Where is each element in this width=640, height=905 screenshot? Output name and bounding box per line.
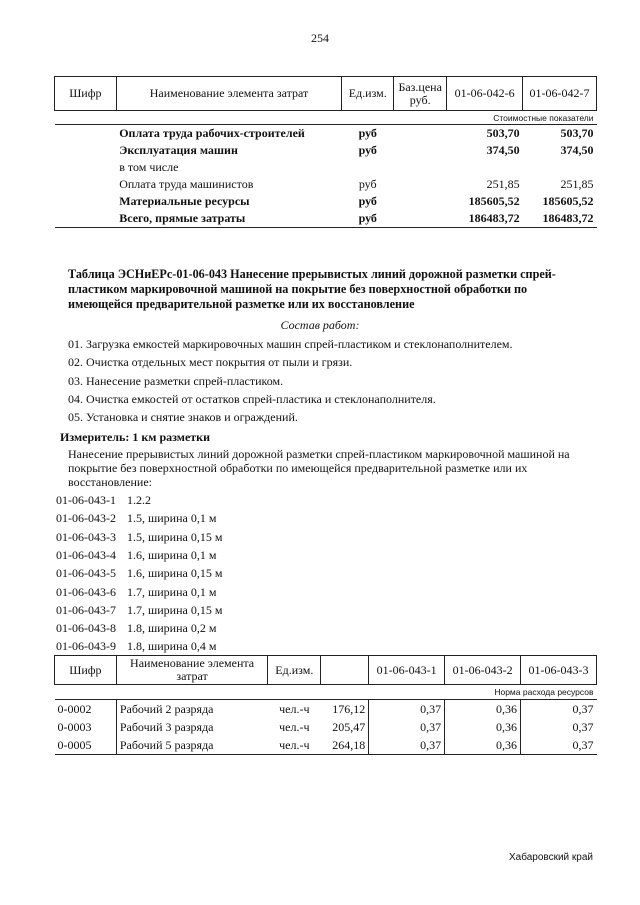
- row-value-2: 251,85: [560, 177, 594, 191]
- row-code: [55, 125, 117, 143]
- cost-row: [55, 210, 597, 228]
- composition-heading: Состав работ:: [280, 318, 360, 332]
- row-code: [55, 193, 117, 210]
- row-unit: чел.-ч: [279, 719, 310, 734]
- code-item: [56, 621, 216, 636]
- row-value-1: [447, 159, 523, 176]
- description: Нанесение прерывистых линий дорожной разметки спрей-пластиком маркировочной машиной на покрытие без поверхностной обработки по имеющейся предварительной разметке или их восстановление:: [68, 447, 570, 489]
- row-base-price: [394, 176, 447, 193]
- code-description: 1.7, ширина 0,1 м: [127, 584, 217, 599]
- work-item: 04. Очистка емкостей от остатков спрей-пластика и стеклонаполнителя.: [68, 392, 436, 406]
- row-value-1: 185605,52: [468, 194, 520, 208]
- code-id: 01-06-043-8: [56, 621, 116, 636]
- code-description: 1.8, ширина 0,2 м: [127, 621, 217, 636]
- header-col-3: 01-06-043-3: [521, 656, 597, 685]
- row-code: [55, 176, 117, 193]
- header-base-price: Баз.цена руб.: [394, 77, 447, 111]
- code-id: 01-06-043-2: [56, 511, 116, 526]
- row-value-3: 0,37: [521, 700, 597, 719]
- footer-region: Хабаровский край: [508, 852, 593, 863]
- header-price: [321, 656, 369, 685]
- row-name: в том числе: [119, 160, 179, 174]
- row-name: Оплата труда машинистов: [119, 177, 254, 191]
- work-item: 02. Очистка отдельных мест покрытия от пыли и грязи.: [68, 355, 353, 369]
- row-unit: руб: [342, 210, 394, 228]
- code-description: 1.7, ширина 0,15 м: [127, 602, 223, 617]
- header-code: Шифр: [55, 656, 117, 685]
- header-col-2: 01-06-043-2: [445, 656, 521, 685]
- row-unit: руб: [358, 177, 377, 191]
- cost-row: [55, 176, 597, 193]
- code-id: 01-06-043-9: [56, 639, 116, 654]
- row-base-price: [394, 125, 447, 143]
- cost-row: [55, 193, 597, 210]
- header-unit: Ед.изм.: [268, 656, 321, 685]
- row-unit: руб: [358, 126, 377, 140]
- code-id: 01-06-043-7: [56, 602, 116, 617]
- table-title: Таблица ЭСНиЕРс-01-06-043 Нанесение прерывистых линий дорожной разметки спрей-пластиком маркировочной машиной на покрытие без поверхностной обработки по имеющейся предварительной разметке или их восстановление: [68, 267, 556, 311]
- row-base-price: [394, 193, 447, 210]
- row-value-1: 0,37: [369, 700, 445, 719]
- work-item: 03. Нанесение разметки спрей-пластиком.: [68, 374, 284, 388]
- resource-row: [55, 736, 597, 755]
- code-description: 1.5, ширина 0,15 м: [127, 529, 223, 544]
- resource-table-subheader: [55, 685, 597, 700]
- cost-table-header: [55, 77, 597, 111]
- resource-row: [55, 718, 597, 736]
- resource-row: [55, 700, 597, 719]
- row-name: Материальные ресурсы: [119, 194, 250, 208]
- row-value-2: 374,50: [560, 143, 594, 157]
- row-value-1: 0,37: [369, 718, 445, 736]
- work-item: 05. Установка и снятие знаков и ограждений.: [68, 410, 298, 424]
- row-value-1: 0,37: [369, 736, 445, 755]
- cost-row: [55, 125, 597, 143]
- code-description: 1.2.2: [127, 493, 151, 507]
- row-name: Всего, прямые затраты: [116, 210, 342, 228]
- header-col-1: 01-06-043-1: [369, 656, 445, 685]
- row-code: 0-0002: [57, 701, 92, 716]
- code-id: 01-06-043-6: [56, 584, 116, 599]
- code-description: 1.6, ширина 0,1 м: [127, 547, 217, 562]
- code-item: [56, 493, 151, 508]
- header-code: Шифр: [55, 77, 117, 111]
- row-name: Эксплуатация машин: [119, 143, 238, 157]
- code-description: 1.5, ширина 0,1 м: [127, 511, 217, 526]
- row-value-1: 374,50: [486, 143, 520, 157]
- row-unit: [342, 159, 394, 176]
- header-col-1: 01-06-042-6: [447, 77, 523, 111]
- row-unit: чел.-ч: [268, 736, 321, 755]
- measure-unit: Измеритель: 1 км разметки: [60, 430, 211, 444]
- code-item: [56, 585, 216, 600]
- code-item: [56, 603, 222, 618]
- header-name: Наименование элемента затрат: [116, 656, 268, 685]
- code-item: [56, 639, 216, 654]
- row-value-1: 503,70: [486, 126, 520, 140]
- row-price: 205,47: [332, 719, 366, 734]
- code-item: [56, 566, 222, 581]
- row-code: [55, 210, 117, 228]
- code-id: 01-06-043-3: [56, 529, 116, 544]
- cost-row: [55, 142, 597, 159]
- resource-table: [54, 655, 597, 755]
- header-col-2: 01-06-042-7: [523, 77, 597, 111]
- row-value-2: 0,36: [445, 736, 521, 755]
- row-base-price: [394, 159, 447, 176]
- row-price: 176,12: [332, 701, 366, 716]
- row-code: [55, 142, 117, 159]
- row-code: 0-0003: [57, 719, 92, 734]
- row-code: [55, 159, 117, 176]
- subheader-label: Норма расхода ресурсов: [55, 685, 597, 700]
- code-item: [56, 511, 216, 526]
- cost-table-subheader: [55, 111, 597, 125]
- code-id: 01-06-043-5: [56, 566, 116, 581]
- row-base-price: [394, 142, 447, 159]
- row-value-2: [523, 159, 597, 176]
- row-value-1: 251,85: [486, 177, 520, 191]
- row-unit: руб: [358, 194, 377, 208]
- row-unit: руб: [358, 143, 377, 157]
- row-name: Оплата труда рабочих-строителей: [119, 126, 305, 140]
- work-item: 01. Загрузка емкостей маркировочных машин спрей-пластиком и стеклонаполнителем.: [68, 337, 513, 351]
- cost-table: [54, 76, 597, 228]
- row-name: Рабочий 2 разряда: [116, 700, 268, 719]
- row-name: Рабочий 3 разряда: [116, 718, 268, 736]
- header-unit: Ед.изм.: [342, 77, 394, 111]
- row-value-2: 503,70: [560, 126, 594, 140]
- cost-row: [55, 159, 597, 176]
- subheader-label: Стоимостные показатели: [55, 111, 597, 125]
- row-value-2: 185605,52: [542, 194, 594, 208]
- page-number: 254: [311, 31, 329, 45]
- code-id: 01-06-043-1: [56, 493, 116, 507]
- code-id: 01-06-043-4: [56, 547, 116, 562]
- row-value-2: 0,36: [445, 718, 521, 736]
- row-price: 264,18: [321, 736, 369, 755]
- code-item: [56, 548, 216, 563]
- code-item: [56, 530, 222, 545]
- row-value-2: 0,36: [445, 700, 521, 719]
- header-name: Наименование элемента затрат: [116, 77, 342, 111]
- code-description: 1.6, ширина 0,15 м: [127, 566, 223, 581]
- row-unit: чел.-ч: [279, 701, 310, 716]
- row-value-2: 186483,72: [523, 210, 597, 228]
- row-code: 0-0005: [55, 736, 117, 755]
- row-value-3: 0,37: [521, 736, 597, 755]
- row-value-3: 0,37: [521, 718, 597, 736]
- code-description: 1.8, ширина 0,4 м: [127, 639, 217, 654]
- row-name: Рабочий 5 разряда: [116, 736, 268, 755]
- resource-table-header: [55, 656, 597, 685]
- row-base-price: [394, 210, 447, 228]
- row-value-1: 186483,72: [447, 210, 523, 228]
